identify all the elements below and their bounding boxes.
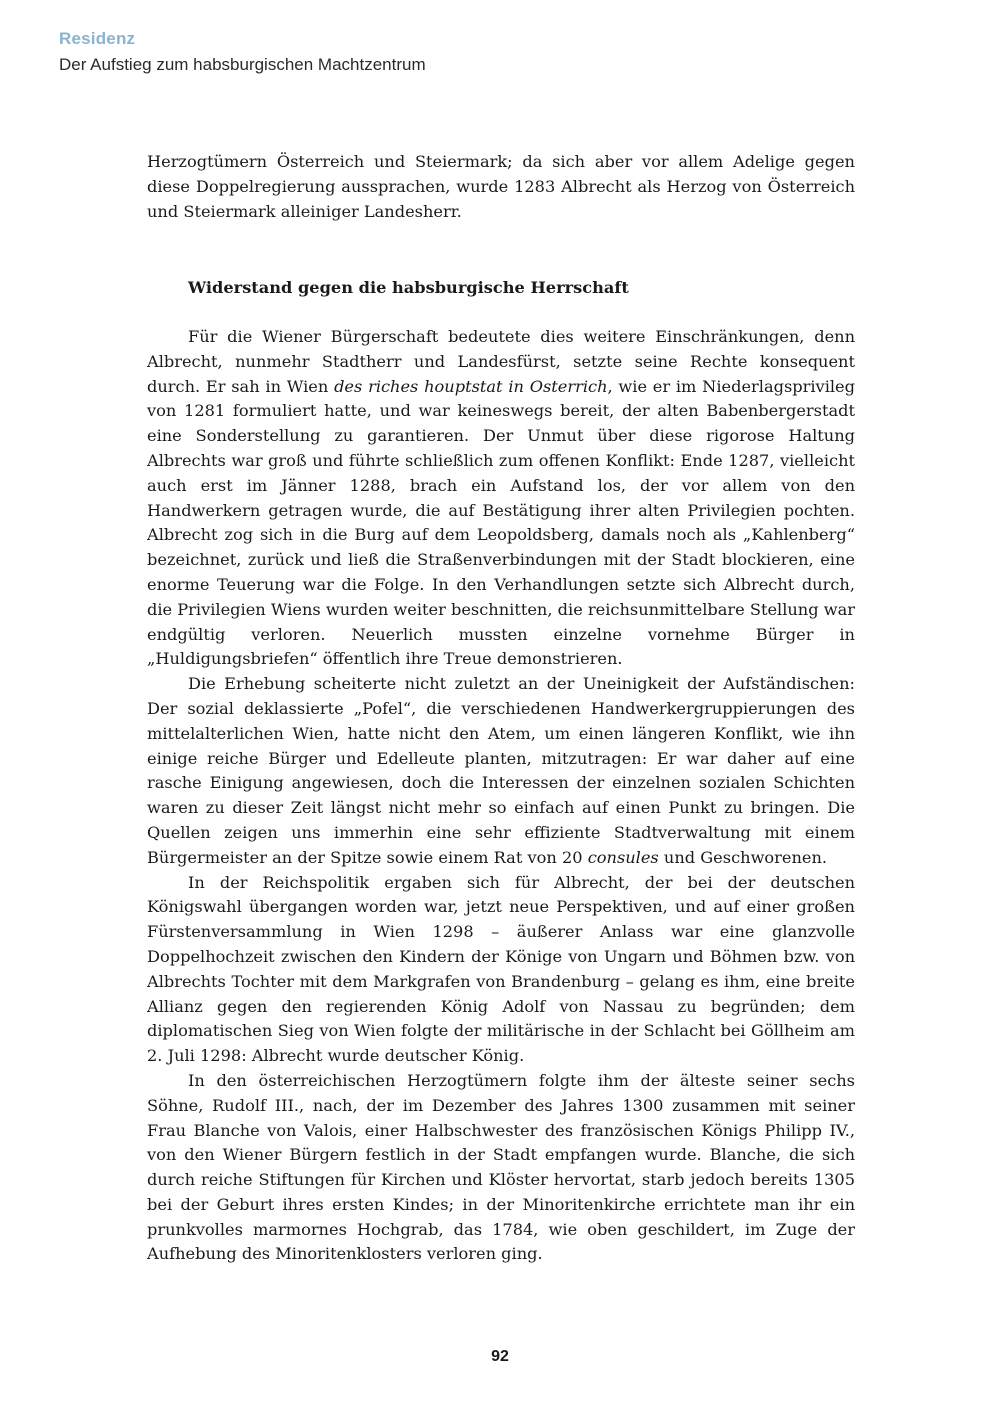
paragraph-2-text-b: und Geschworenen.: [658, 847, 828, 867]
running-head: [59, 28, 426, 76]
lead-paragraph: Herzogtümern Österreich und Steiermark; da sich aber vor allem Adelige gegen diese Doppelregierung aussprachen, wurde 1283 Albrecht als Herzog von Österreich und Steiermark alleiniger Landesherr.: [147, 152, 855, 221]
paragraph-2: [147, 672, 855, 870]
section-heading: Widerstand gegen die habsburgische Herrschaft: [188, 278, 629, 297]
paragraph-1-quote: des riches houptstat in Osterrich: [334, 376, 608, 396]
lead-paragraph-block: [147, 150, 855, 224]
paragraph-2-term: consules: [587, 847, 659, 867]
body-text: [147, 325, 855, 1267]
paragraph-4: In den österreichischen Herzogtümern folgte ihm der älteste seiner sechs Söhne, Rudolf III., nach, der im Dezember des Jahres 1300 zusammen mit seiner Frau Blanche von Valois, einer Halbschwester des französischen Königs Philipp IV., von den Wiener Bürgern festlich in der Stadt empfangen wurde. Blanche, die sich durch reiche Stiftungen für Kirchen und Klöster hervortat, starb jedoch bereits 1305 bei der Geburt ihres ersten Kindes; in der Minoritenkirche errichtete man ihr ein prunkvolles marmornes Hochgrab, das 1784, wie oben geschildert, im Zuge der Aufhebung des Minoritenklosters verloren ging.: [147, 1070, 855, 1264]
page-number: 92: [491, 1348, 509, 1365]
running-head-section: Residenz: [59, 29, 136, 48]
paragraph-1-text-b: , wie er im Niederlagsprivileg von 1281 formuliert hatte, und war keineswegs bereit, der alten Babenbergerstadt eine Sonderstellung zu garantieren. Der Unmut über diese rigorose Haltung Albrechts war groß und führte schließlich zum offenen Konflikt: Ende 1287, vielleicht auch erst im Jänner 1288, brach ein Aufstand los, der vor allem von den Handwerkern getragen wurde, die auf Bestätigung ihrer alten Privilegien pochten. Albrecht zog sich in die Burg auf dem Leopoldsberg, damals noch als „Kahlenberg“ bezeichnet, zurück und ließ die Straßenverbindungen mit der Stadt blockieren, eine enorme Teuerung war die Folge. In den Verhandlungen setzte sich Albrecht durch, die Privilegien Wiens wurden weiter beschnitten, die reichsunmittelbare Stellung war endgültig verloren. Neuerlich mussten einzelne vornehme Bürger in „Huldigungsbriefen“ öffentlich ihre Treue demonstrieren.: [147, 376, 855, 669]
paragraph-1-text-a: Für die Wiener Bürgerschaft bedeutete dies weitere Einschränkungen, denn Albrecht, nunmehr Stadtherr und Landesfürst, setzte seine Rechte konsequent durch. Er sah in Wien: [147, 327, 855, 396]
paragraph-1: [147, 325, 855, 672]
running-head-chapter: Der Aufstieg zum habsburgischen Machtzentrum: [59, 55, 426, 74]
paragraph-2-text-a: Die Erhebung scheiterte nicht zuletzt an der Uneinigkeit der Aufständischen: Der sozial deklassierte „Pofel“, die verschiedenen Handwerkergruppierungen des mittelalterlichen Wien, hatte nicht den Atem, um einen längeren Konflikt, wie ihn einige reiche Bürger und Edelleute planten, mitzutragen: Er war daher auf eine rasche Einigung angewiesen, doch die Interessen der einzelnen sozialen Schichten waren zu dieser Zeit längst nicht mehr so einfach auf einen Punkt zu bringen. Die Quellen zeigen uns immerhin eine sehr effiziente Stadtverwaltung mit einem Bürgermeister an der Spitze sowie einem Rat von 20: [147, 674, 855, 867]
paragraph-3: In der Reichspolitik ergaben sich für Albrecht, der bei der deutschen Königswahl übergangen worden war, jetzt neue Perspektiven, und auf einer großen Fürstenversammlung in Wien 1298 – äußerer Anlass war eine glanzvolle Doppelhochzeit zwischen den Kindern der Könige von Ungarn und Böhmen bzw. von Albrechts Tochter mit dem Markgrafen von Brandenburg – gelang es ihm, eine breite Allianz gegen den regierenden König Adolf von Nassau zu begründen; dem diplomatischen Sieg von Wien folgte der militärische in der Schlacht bei Göllheim am 2. Juli 1298: Albrecht wurde deutscher König.: [147, 872, 855, 1066]
